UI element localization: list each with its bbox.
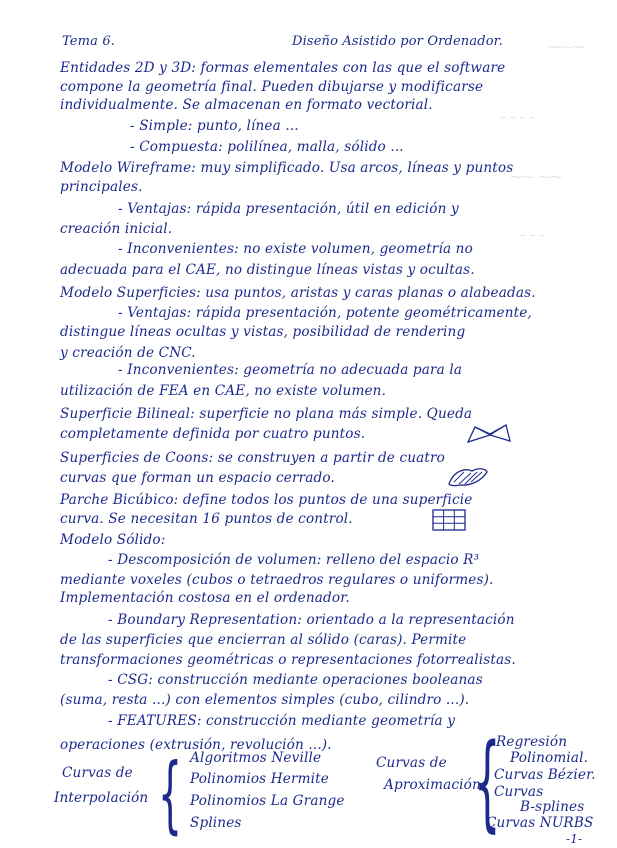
note-line: Modelo Wireframe: muy simplificado. Usa arcos, líneas y puntos [60, 160, 514, 176]
note-line: Superficies de Coons: se construyen a partir de cuatro [60, 450, 445, 466]
approximation-item: Curvas Bézier. [494, 767, 596, 783]
note-line: completamente definida por cuatro puntos. [60, 426, 366, 442]
note-line: de las superficies que encierran al sólido (caras). Permite [60, 632, 467, 648]
note-line: Superficie Bilineal: superficie no plana más simple. Queda [60, 406, 473, 422]
approximation-brace: { [474, 721, 501, 843]
page-title: Diseño Asistido por Ordenador. [292, 34, 503, 49]
note-line: operaciones (extrusión, revolución ...). [60, 737, 332, 753]
note-line: - Descomposición de volumen: relleno del espacio R³ [108, 552, 480, 568]
interpolation-item: Polinomios La Grange [190, 793, 345, 809]
interpolation-item: Polinomios Hermite [190, 771, 329, 787]
note-line: y creación de CNC. [60, 345, 196, 361]
note-line: Modelo Superficies: usa puntos, aristas y caras planas o alabeadas. [60, 285, 536, 301]
note-line: - Ventajas: rápida presentación, útil en edición y [118, 201, 459, 217]
bleed-through-mark: ⁓⁓⁓ [548, 40, 584, 54]
coons-surface-sketch [446, 466, 490, 488]
note-line: curva. Se necesitan 16 puntos de control. [60, 511, 353, 527]
note-line: Entidades 2D y 3D: formas elementales con las que el software [60, 60, 506, 76]
note-line: - FEATURES: construcción mediante geometría y [108, 713, 456, 729]
note-line: adecuada para el CAE, no distingue líneas vistas y ocultas. [60, 262, 475, 278]
note-line: Parche Bicúbico: define todos los puntos de una superficie [60, 492, 473, 508]
note-line: distingue líneas ocultas y vistas, posibilidad de rendering [60, 324, 466, 340]
note-line: - Inconvenientes: no existe volumen, geometría no [118, 241, 473, 257]
bilinear-surface-sketch [466, 422, 512, 448]
note-line: individualmente. Se almacenan en formato vectorial. [60, 97, 433, 113]
note-line: transformaciones geométricas o representaciones fotorrealistas. [60, 652, 516, 668]
approximation-label-2: Aproximación [384, 777, 481, 793]
note-line: principales. [60, 179, 143, 195]
note-line: - CSG: construcción mediante operaciones booleanas [108, 672, 483, 688]
bleed-through-mark: ⁓⁓ ⁓⁓ [510, 170, 562, 184]
interpolation-item: Splines [190, 815, 242, 831]
note-line: - Simple: punto, línea ... [130, 118, 299, 134]
note-line: compone la geometría final. Pueden dibujarse y modificarse [60, 79, 484, 95]
bicubic-patch-grid-sketch [431, 508, 467, 532]
note-line: Modelo Sólido: [60, 532, 166, 548]
approximation-label-1: Curvas de [376, 755, 447, 771]
note-line: - Ventajas: rápida presentación, potente geométricamente, [118, 305, 532, 321]
page-number: -1- [566, 832, 583, 846]
interpolation-label-1: Curvas de [62, 765, 133, 781]
note-line: - Inconvenientes: geometría no adecuada para la [118, 362, 463, 378]
bleed-through-mark: – – – [520, 228, 546, 242]
approximation-item: Curvas NURBS [486, 815, 594, 831]
bleed-through-mark: – – – – [500, 110, 536, 124]
approximation-item: Curvas [494, 784, 544, 800]
interpolation-brace: { [158, 745, 183, 843]
note-line: mediante voxeles (cubos o tetraedros regulares o uniformes). [60, 572, 494, 588]
note-line: - Compuesta: polilínea, malla, sólido ... [130, 139, 404, 155]
topic-label: Tema 6. [62, 34, 116, 49]
note-line: (suma, resta ...) con elementos simples (cubo, cilindro ...). [60, 692, 470, 708]
interpolation-item: Algoritmos Neville [190, 750, 322, 766]
approximation-item: Polinomial. [510, 750, 589, 766]
note-line: curvas que forman un espacio cerrado. [60, 470, 335, 486]
note-line: creación inicial. [60, 221, 173, 237]
note-line: utilización de FEA en CAE, no existe volumen. [60, 383, 387, 399]
approximation-item: B-splines [520, 799, 585, 815]
note-line: - Boundary Representation: orientado a la representación [108, 612, 515, 628]
note-line: Implementación costosa en el ordenador. [60, 590, 350, 606]
approximation-item: Regresión [496, 734, 568, 750]
interpolation-label-2: Interpolación [54, 790, 149, 806]
